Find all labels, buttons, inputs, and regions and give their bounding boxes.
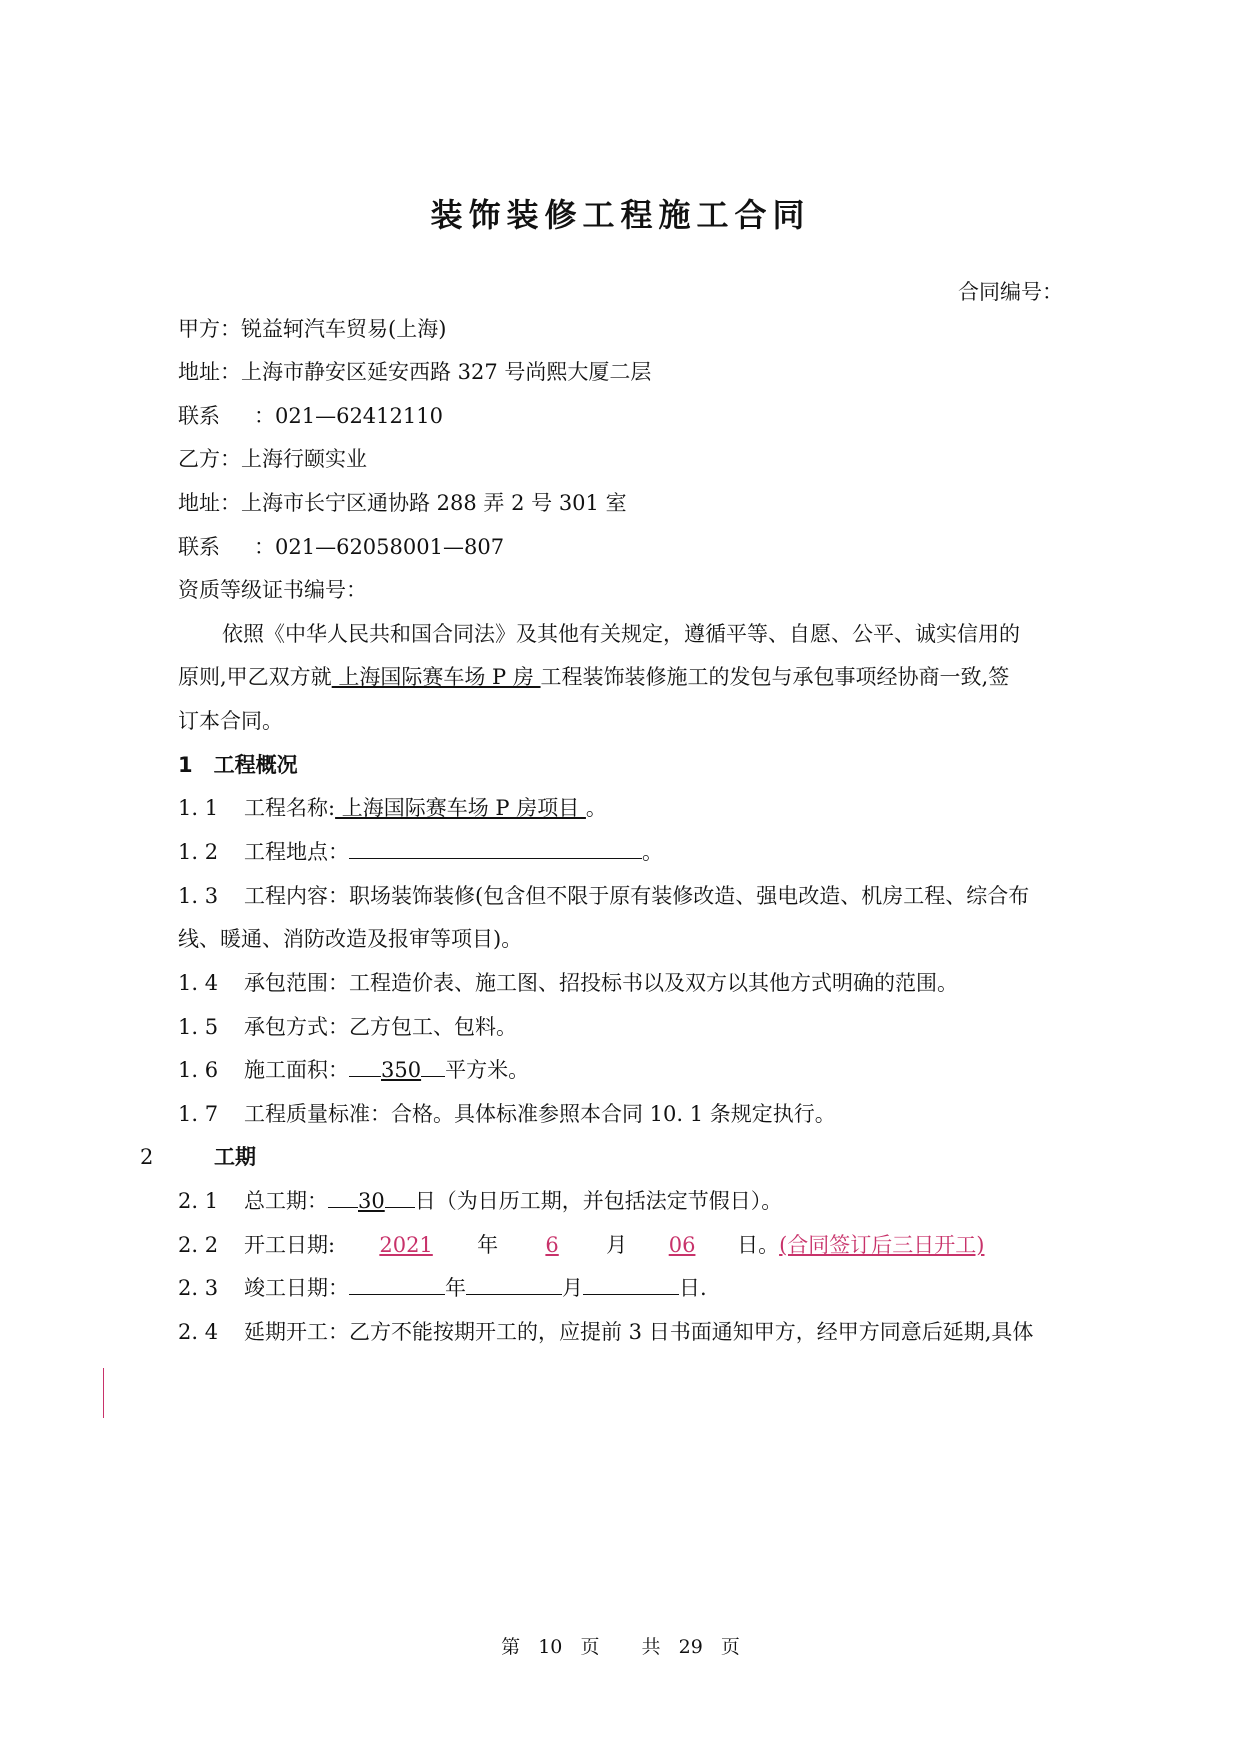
clause-number: 1. 1 [178,796,219,820]
clause-1-3 [178,880,1029,910]
project-location-blank [349,838,642,859]
section-1-heading: 1 工程概况 [178,753,298,777]
clause-end: 。 [585,796,607,820]
clause-label: 开工日期: [244,1233,336,1257]
clause-number: 2. 3 [178,1276,219,1300]
party-b-contact-value: ：021—62058001—807 [254,535,505,559]
clause-number: 1. 4 [178,971,219,995]
start-note: (合同签订后三日开工) [779,1233,985,1257]
party-b-contact-label: 联系 [178,535,220,559]
clause-1-7 [178,1098,836,1128]
clause-2-2 [178,1229,984,1259]
clause-number: 1. 5 [178,1015,219,1039]
clause-label: 工程名称: [244,796,336,820]
clause-1-6 [178,1054,529,1084]
start-year: 2021 [379,1233,433,1257]
qualification-number: 资质等级证书编号： [178,578,367,602]
start-day: 06 [668,1233,696,1257]
unit-year: 年 [445,1276,466,1300]
party-a: 甲方：锐益轲汽车贸易(上海) [178,317,447,341]
party-a-address: 地址：上海市静安区延安西路 327 号尚熙大厦二层 [178,360,652,384]
page-footer [0,1632,1241,1659]
project-name-value: 上海国际赛车场 P 房项目 [335,796,586,820]
unit-day: 日。 [737,1233,780,1257]
clause-label: 工程地点： [244,840,349,864]
blank-lead [328,1187,358,1208]
end-month-blank [466,1274,562,1295]
clause-number: 1. 7 [178,1102,219,1126]
party-a-contact-value: ：021—62412110 [254,404,443,428]
clause-text: 工程内容：职场装饰装修(包含但不限于原有装修改造、强电改造、机房工程、综合布 [244,884,1030,908]
party-a-contact [178,400,443,430]
start-month: 6 [545,1233,559,1257]
clause-number: 2. 2 [178,1233,219,1257]
end-day-blank [583,1274,679,1295]
document-title: 装饰装修工程施工合同 [430,196,811,234]
clause-2-3 [178,1272,707,1302]
footer-text: 第 [501,1636,521,1658]
project-name-inline: 上海国际赛车场 P 房 [331,665,541,689]
clause-number: 1. 6 [178,1058,219,1082]
clause-text: 承包方式：乙方包工、包料。 [244,1015,517,1039]
footer-text: 共 [641,1636,661,1658]
unit-year: 年 [477,1233,499,1257]
clause-label: 竣工日期： [244,1276,349,1300]
contract-number-label: 合同编号： [958,280,1063,304]
clause-text: 日（为日历工期，并包括法定节假日）。 [414,1189,783,1213]
end-year-blank [349,1274,445,1295]
preamble-line-2 [178,661,1009,691]
footer-text: 页 [580,1636,600,1658]
section-2-heading [140,1141,256,1171]
clause-number: 1. 2 [178,840,219,864]
preamble-text: 原则,甲乙双方就 [178,665,332,689]
footer-text: 页 [720,1636,740,1658]
unit-month: 月 [562,1276,583,1300]
clause-label: 施工面积： [244,1058,349,1082]
clause-2-1 [178,1185,782,1215]
blank-trail [421,1056,445,1077]
preamble-text-cont: 工程装饰装修施工的发包与承包事项经协商一致,签 [540,665,1010,689]
unit-month: 月 [606,1233,628,1257]
clause-text: 延期开工：乙方不能按期开工的，应提前 3 日书面通知甲方，经甲方同意后延期,具体 [244,1320,1034,1344]
clause-label: 总工期： [244,1189,328,1213]
blank-lead [349,1056,381,1077]
clause-number: 1. 3 [178,884,219,908]
clause-1-3-cont: 线、暖通、消防改造及报审等项目)。 [178,927,523,951]
area-value: 350 [381,1058,422,1082]
revision-mark [103,1368,104,1418]
page-total: 29 [678,1636,703,1658]
section-title: 工期 [214,1145,256,1169]
clause-1-4 [178,967,958,997]
clause-number: 2. 1 [178,1189,219,1213]
area-unit: 平方米。 [445,1058,530,1082]
party-b-address: 地址：上海市长宁区通协路 288 弄 2 号 301 室 [178,491,627,515]
party-b-contact [178,531,504,561]
duration-value: 30 [358,1189,385,1213]
clause-text: 工程质量标准：合格。具体标准参照本合同 10. 1 条规定执行。 [244,1102,836,1126]
clause-text: 承包范围：工程造价表、施工图、招投标书以及双方以其他方式明确的范围。 [244,971,958,995]
clause-number: 2. 4 [178,1320,219,1344]
preamble-line-1: 依照《中华人民共和国合同法》及其他有关规定，遵循平等、自愿、公平、诚实信用的 [222,622,1020,646]
blank-trail [385,1187,415,1208]
section-number: 2 [140,1145,154,1169]
clause-1-5 [178,1011,517,1041]
clause-1-1 [178,792,607,822]
party-b: 乙方：上海行颐实业 [178,447,367,471]
page-current: 10 [538,1636,563,1658]
party-a-contact-label: 联系 [178,404,220,428]
clause-1-2 [178,836,663,866]
clause-2-4 [178,1316,1033,1346]
unit-day: 日. [679,1276,707,1300]
clause-end: 。 [642,840,663,864]
preamble-line-3: 订本合同。 [178,709,283,733]
